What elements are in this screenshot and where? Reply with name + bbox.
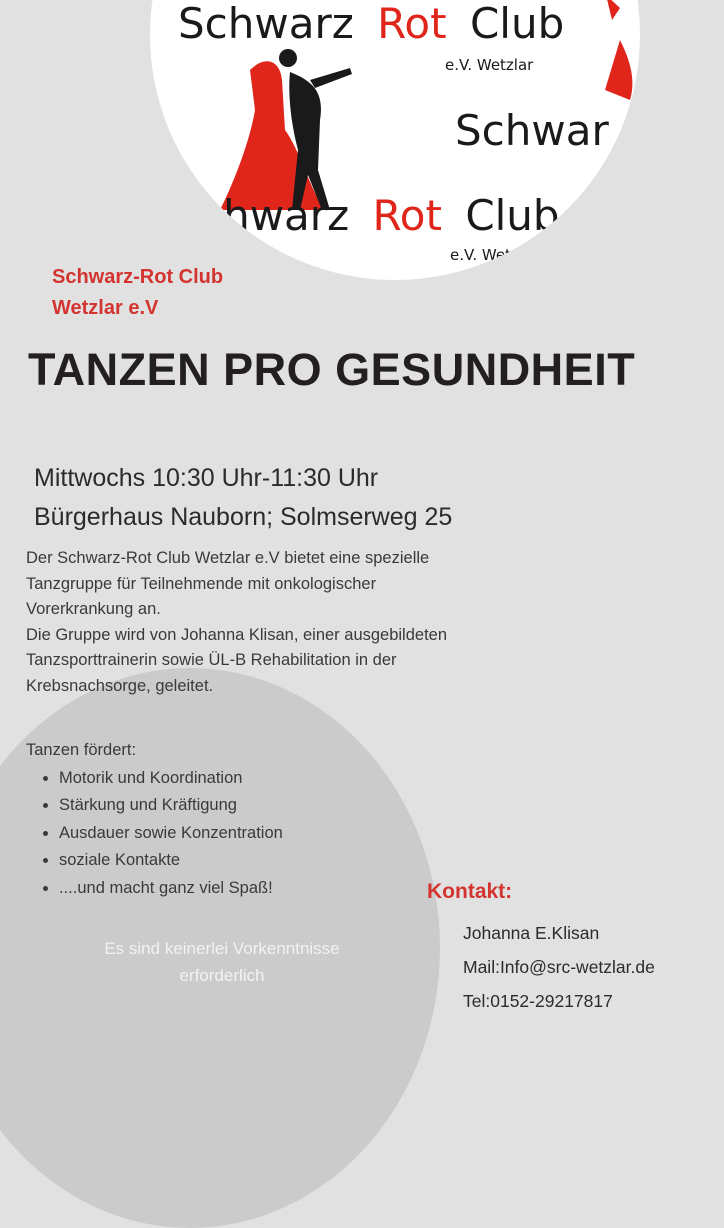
logo-row2: Schwar (455, 106, 609, 155)
note-line2: erforderlich (179, 966, 265, 985)
contact-mail[interactable]: Mail:Info@src-wetzlar.de (463, 957, 655, 977)
list-item: • soziale Kontakte (59, 847, 426, 875)
schedule (34, 459, 674, 537)
contact-info (463, 916, 718, 1018)
logo-word-rot-2: Rot (372, 191, 442, 240)
description-line: Der Schwarz-Rot Club Wetzlar e.V bietet eine spezielle (26, 549, 430, 567)
logo-graphic (150, 0, 640, 280)
logo-word-schwarz: Schwarz (178, 0, 354, 48)
club-name-line2: Wetzlar e.V (52, 297, 159, 319)
logo-subtitle-2: e.V. Wetzlar (450, 246, 539, 264)
description-line: Krebsnachsorge, geleitet. (26, 676, 214, 695)
note-line1: Es sind keinerlei Vorkenntnisse (104, 939, 340, 958)
benefits (26, 737, 426, 902)
list-item: • Motorik und Koordination (59, 765, 426, 793)
prerequisites-note (44, 935, 400, 989)
contact-name: Johanna E.Klisan (463, 923, 600, 943)
contact-heading: Kontakt: (427, 880, 513, 903)
description (26, 546, 586, 699)
benefits-list (26, 765, 426, 903)
logo-word-rot: Rot (377, 0, 447, 48)
logo-word-club-2: Club (465, 191, 560, 240)
contact-phone[interactable]: Tel:0152-29217817 (463, 991, 613, 1011)
schedule-time: Mittwochs 10:30 Uhr-11:30 Uhr (34, 464, 379, 492)
description-line: Die Gruppe wird von Johanna Klisan, einer ausgebildeten (26, 625, 448, 644)
list-item: • ....und macht ganz viel Spaß! (59, 875, 426, 903)
logo-word-schwarz-2: chwarz (200, 191, 350, 240)
description-line: Vorerkrankung an. (26, 600, 161, 618)
logo-word-club: Club (469, 0, 565, 48)
description-line: Tanzsporttrainerin sowie ÜL-B Rehabilitation in der (26, 651, 397, 669)
schedule-location: Bürgerhaus Nauborn; Solmserweg 25 (34, 503, 453, 531)
svg-text:Schwarz Rot Cl (178, 0, 564, 48)
club-logo (150, 0, 640, 280)
list-item: • Ausdauer sowie Konzentration (59, 820, 426, 848)
logo-subtitle: e.V. Wetzlar (445, 56, 534, 74)
dancers-icon (220, 49, 352, 210)
club-name (52, 262, 372, 324)
club-name-line1: Schwarz-Rot Club (52, 266, 224, 288)
benefits-intro: Tanzen fördert: (26, 741, 137, 759)
svg-text:chwarz Rot Clu (200, 191, 560, 240)
description-line: Tanzgruppe für Teilnehmende mit onkologischer (26, 574, 377, 593)
list-item: • Stärkung und Kräftigung (59, 792, 426, 820)
page-headline: TANZEN PRO GESUNDHEIT (28, 344, 636, 395)
